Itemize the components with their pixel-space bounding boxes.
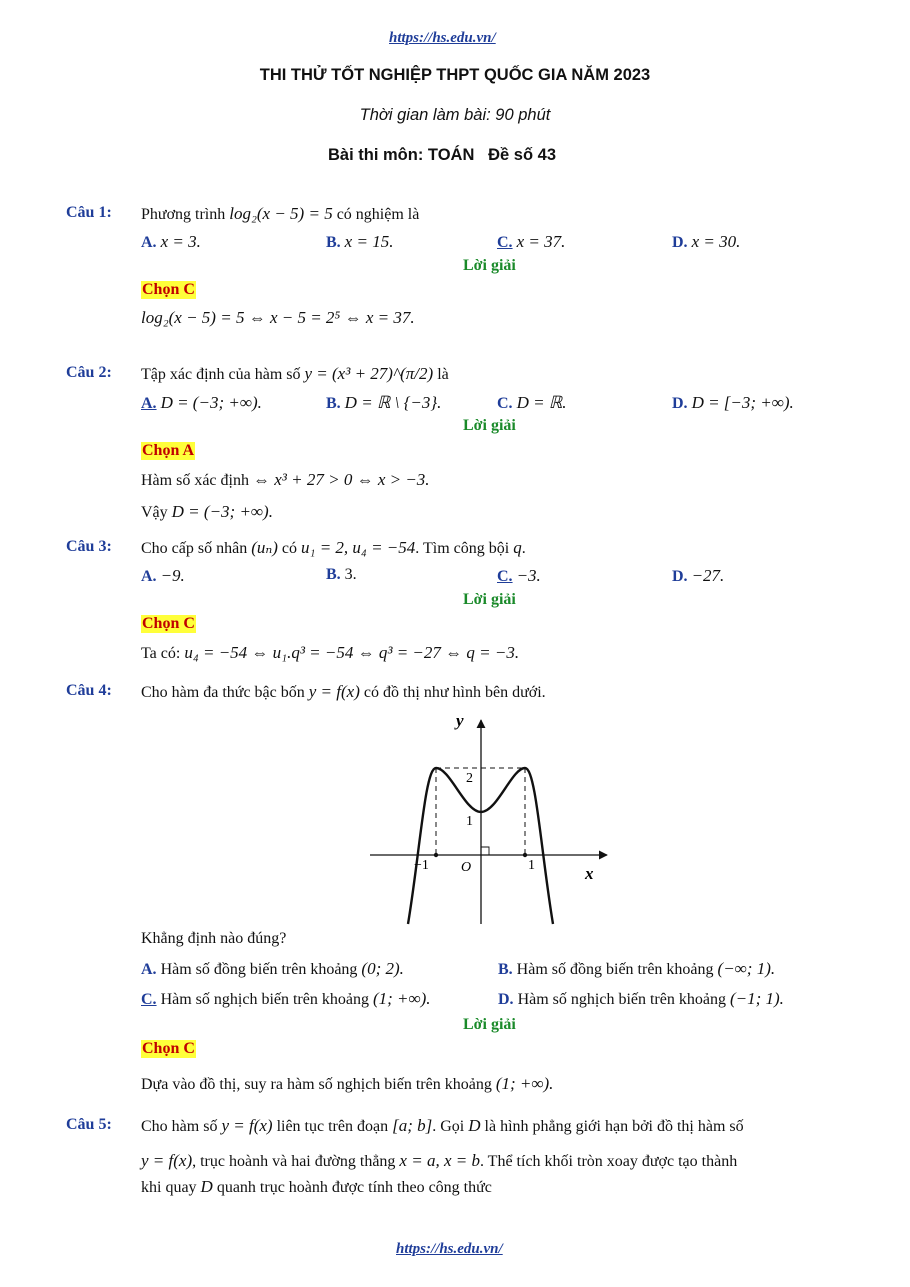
option-text: Hàm số đồng biến trên khoảng — [516, 961, 714, 978]
option-letter: B. — [326, 234, 341, 251]
q3-solution-work — [141, 643, 519, 663]
q1-option-b[interactable] — [326, 232, 393, 252]
q4-function: y = f(x) — [308, 682, 360, 701]
q1-label: Câu 1: — [66, 204, 112, 221]
q2-text-a: Tập xác định của hàm số — [141, 366, 301, 383]
q3-text-a: Cho cấp số nhân — [141, 540, 248, 557]
q4-option-b[interactable] — [498, 959, 775, 979]
exam-time: Thời gian làm bài: 90 phút — [359, 106, 551, 124]
q3-given: u₁ = 2, u₄ = −54 — [301, 538, 416, 557]
q2-stem — [141, 364, 449, 384]
q5-expr-5: x = a, x = b — [399, 1151, 480, 1170]
q3-answer-choice: Chọn C — [142, 615, 195, 632]
option-value: D = (−3; +∞). — [160, 393, 262, 412]
q5-expr-4: y = f(x) — [141, 1151, 193, 1170]
q4-solution-work — [141, 1074, 553, 1094]
q3-option-b[interactable] — [326, 566, 357, 584]
q3-work-text: Ta có: — [141, 645, 181, 662]
q2-solution-line-1 — [141, 470, 430, 490]
q2-label: Câu 2: — [66, 364, 112, 381]
q5-text-3: . Gọi — [432, 1118, 465, 1135]
q5-expr-2: [a; b] — [392, 1116, 433, 1135]
q4-work-expr: (1; +∞). — [495, 1074, 554, 1093]
q2-conclusion-text: Vậy — [141, 504, 168, 521]
q4-stem — [141, 682, 546, 702]
x-axis-label: x — [585, 864, 594, 883]
option-letter: D. — [498, 991, 514, 1008]
option-interval: (−∞; 1). — [717, 959, 776, 978]
option-letter: D. — [672, 568, 688, 585]
q3-stem — [141, 538, 526, 558]
q4-option-a[interactable] — [141, 959, 404, 979]
exam-title: THI THỬ TỐT NGHIỆP THPT QUỐC GIA NĂM 2023 — [259, 66, 651, 84]
q4-question: Khẳng định nào đúng? — [141, 930, 287, 947]
q4-text-b: có đồ thị như hình bên dưới. — [363, 684, 546, 701]
q1-equation: log₂(x − 5) = 5 — [229, 204, 333, 223]
q1-option-a[interactable] — [141, 232, 201, 252]
q1-solution-heading: Lời giải — [463, 257, 516, 274]
q2-text-b: là — [437, 366, 449, 383]
q5-text-7: khi quay — [141, 1179, 197, 1196]
option-letter: A. — [141, 961, 157, 978]
option-value: 3. — [344, 566, 357, 583]
q2-answer-choice: Chọn A — [142, 442, 195, 459]
subject-label: Bài thi môn: TOÁN — [328, 146, 475, 164]
option-value: −3. — [516, 566, 541, 585]
option-text: Hàm số đồng biến trên khoảng — [160, 961, 358, 978]
q4-label: Câu 4: — [66, 682, 112, 699]
q5-text-4: là hình phẳng giới hạn bởi đồ thị hàm số — [484, 1118, 744, 1135]
option-value: D = [−3; +∞). — [691, 393, 794, 412]
q4-option-d[interactable] — [498, 989, 784, 1009]
q3-sequence: (uₙ) — [251, 538, 278, 557]
option-value: x = 3. — [160, 232, 201, 251]
x-tick-one: 1 — [528, 858, 535, 873]
option-value: D = ℝ \ {−3}. — [344, 393, 442, 412]
option-letter: B. — [326, 395, 341, 412]
option-letter: B. — [498, 961, 513, 978]
q4-work-text: Dựa vào đồ thị, suy ra hàm số nghịch biến trên khoảng — [141, 1076, 492, 1093]
option-letter: B. — [326, 566, 341, 583]
q2-work-expr: ⇔ x³ + 27 > 0 ⇔ x > −3. — [252, 470, 430, 489]
option-letter: C. — [497, 234, 513, 251]
option-interval: (−1; 1). — [729, 989, 784, 1008]
option-letter: D. — [672, 395, 688, 412]
option-letter: A. — [141, 568, 157, 585]
footer-link[interactable]: https://hs.edu.vn/ — [396, 1241, 503, 1257]
q1-option-d[interactable] — [672, 232, 740, 252]
q1-solution-work: log₂(x − 5) = 5 ⇔ x − 5 = 2⁵ ⇔ x = 37. — [141, 308, 415, 327]
option-letter: C. — [141, 991, 157, 1008]
q5-stem-line-1 — [141, 1116, 744, 1136]
q2-conclusion-expr: D = (−3; +∞). — [171, 502, 273, 521]
q3-text-b: có — [281, 540, 298, 557]
q4-function-graph — [370, 712, 615, 927]
option-interval: (0; 2). — [361, 959, 404, 978]
option-value: −9. — [160, 566, 185, 585]
q3-variable: q — [513, 538, 522, 557]
y-tick-two: 2 — [466, 771, 473, 786]
option-letter: D. — [672, 234, 688, 251]
q2-work-text: Hàm số xác định — [141, 472, 249, 489]
q5-expr-1: y = f(x) — [221, 1116, 273, 1135]
option-value: x = 15. — [344, 232, 394, 251]
q5-label: Câu 5: — [66, 1116, 112, 1133]
q4-solution-heading: Lời giải — [463, 1016, 516, 1033]
option-value: x = 30. — [691, 232, 741, 251]
q5-text-5: , trục hoành và hai đường thẳng — [192, 1153, 396, 1170]
option-value: D = ℝ. — [516, 393, 567, 412]
option-letter: A. — [141, 234, 157, 251]
q3-text-c: . Tìm công bội — [415, 540, 510, 557]
q5-stem-line-3 — [141, 1177, 492, 1197]
option-text: Hàm số nghịch biến trên khoảng — [517, 991, 726, 1008]
q5-text-1: Cho hàm số — [141, 1118, 218, 1135]
q3-option-d[interactable] — [672, 566, 724, 586]
point-one — [523, 853, 527, 857]
q5-expr-7: D — [200, 1177, 213, 1196]
q2-function: y = (x³ + 27)^(π/2) — [304, 364, 434, 383]
q3-end: . — [521, 540, 526, 557]
option-value: −27. — [691, 566, 725, 585]
q3-option-a[interactable] — [141, 566, 185, 586]
q5-stem-line-2 — [141, 1151, 737, 1171]
q5-text-2: liên tục trên đoạn — [276, 1118, 389, 1135]
right-angle-mark — [481, 847, 489, 855]
q1-stem — [141, 204, 419, 224]
q2-option-c[interactable] — [497, 393, 567, 413]
q3-option-c[interactable] — [497, 566, 541, 586]
q4-option-c[interactable] — [141, 989, 431, 1009]
q2-solution-heading: Lời giải — [463, 417, 516, 434]
q3-work-expr: u₄ = −54 ⇔ u₁.q³ = −54 ⇔ q³ = −27 ⇔ q = −3. — [184, 643, 520, 662]
q2-option-a[interactable] — [141, 393, 262, 413]
q1-text-a: Phương trình — [141, 206, 226, 223]
exam-number: Đề số 43 — [488, 146, 556, 164]
q1-option-c[interactable] — [497, 232, 565, 252]
q3-label: Câu 3: — [66, 538, 112, 555]
y-tick-one: 1 — [466, 814, 473, 829]
exam-subject — [328, 146, 556, 165]
x-tick-minus-one: −1 — [414, 858, 429, 873]
y-axis-label: y — [456, 712, 464, 730]
q4-answer-choice: Chọn C — [142, 1040, 195, 1057]
q2-solution-line-2 — [141, 502, 273, 522]
origin-label: O — [461, 860, 472, 875]
q5-expr-3: D — [468, 1116, 481, 1135]
q2-option-d[interactable] — [672, 393, 794, 413]
header-link[interactable]: https://hs.edu.vn/ — [389, 30, 496, 46]
point-minus-one — [434, 853, 438, 857]
q5-text-8: quanh trục hoành được tính theo công thức — [216, 1179, 492, 1196]
option-value: x = 37. — [516, 232, 566, 251]
option-interval: (1; +∞). — [372, 989, 431, 1008]
q2-option-b[interactable] — [326, 393, 441, 413]
option-letter: A. — [141, 395, 157, 412]
q3-solution-heading: Lời giải — [463, 591, 516, 608]
q1-text-b: có nghiệm là — [336, 206, 420, 223]
option-letter: C. — [497, 395, 513, 412]
option-text: Hàm số nghịch biến trên khoảng — [160, 991, 369, 1008]
q1-answer-choice: Chọn C — [142, 281, 195, 298]
q4-text-a: Cho hàm đa thức bậc bốn — [141, 684, 305, 701]
q5-text-6: . Thể tích khối tròn xoay được tạo thành — [479, 1153, 738, 1170]
option-letter: C. — [497, 568, 513, 585]
